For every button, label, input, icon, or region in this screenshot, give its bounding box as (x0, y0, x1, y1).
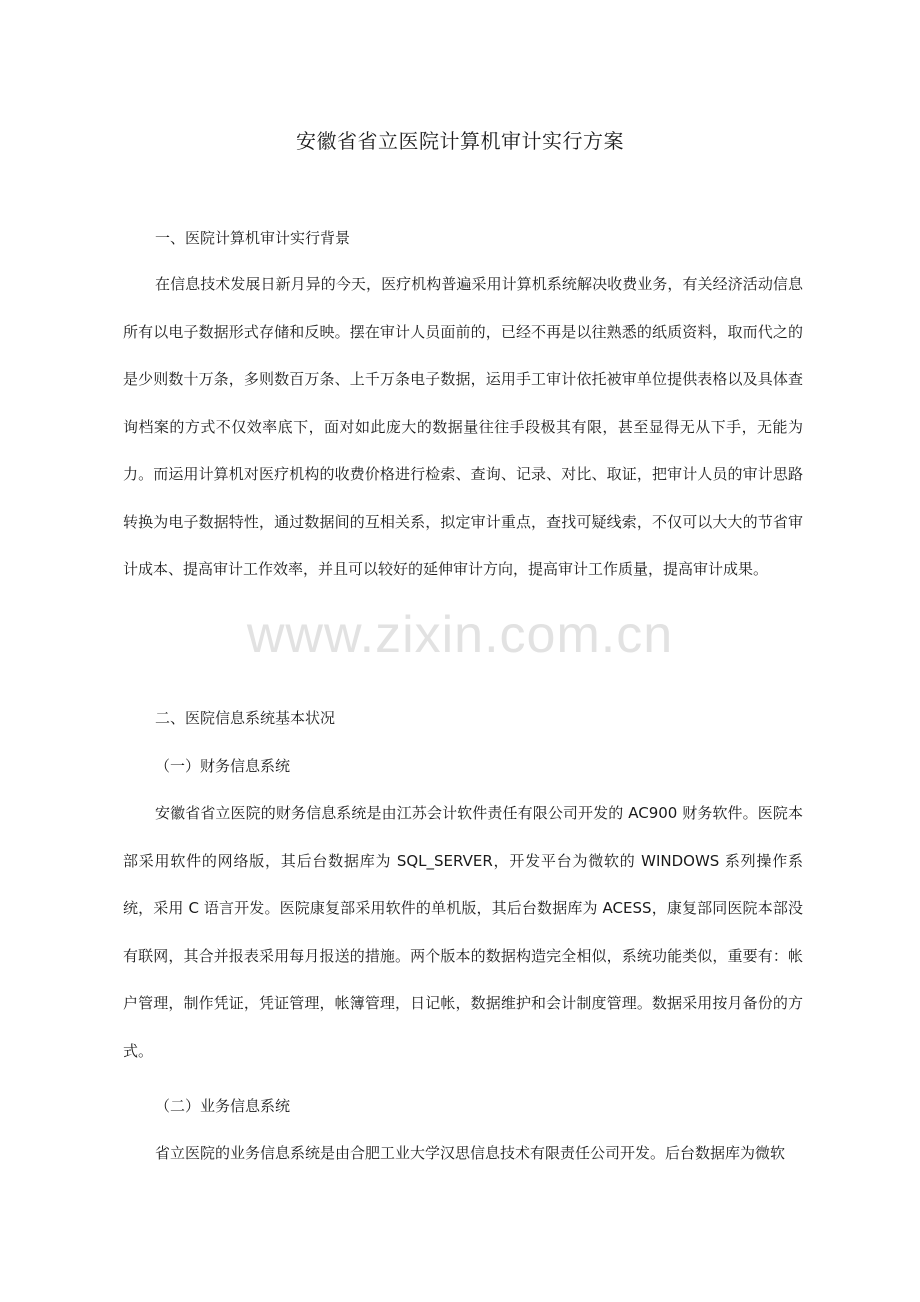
section-heading-hospital-info: 二、医院信息系统基本状况 (155, 709, 336, 727)
watermark-text: www.zixin.com.cn (246, 606, 674, 664)
paragraph-background: 在信息技术发展日新月异的今天，医疗机构普遍采用计算机系统解决收费业务，有关经济活动信息所有以电子数据形式存储和反映。摆在审计人员面前的，已经不再是以往熟悉的纸质资料，取而代之的是少则数十万条，多则数百万条、上千万条电子数据，运用手工审计依托被审单位提供表格以及具体查询档案的方式不仅效率底下，面对如此庞大的数据量往往手段极其有限，甚至显得无从下手，无能为力。而运用计算机对医疗机构的收费价格进行检索、查询、记录、对比、取证，把审计人员的审计思路转换为电子数据特性，通过数据间的互相关系，拟定审计重点，查找可疑线索，不仅可以大大的节省审计成本、提高审计工作效率，并且可以较好的延伸审计方向，提高审计工作质量，提高审计成果。 (123, 275, 803, 578)
paragraph-business-system: 省立医院的业务信息系统是由合肥工业大学汉思信息技术有限责任公司开发。后台数据库为微软 (155, 1144, 786, 1162)
subsection-heading-finance: （一）财务信息系统 (155, 757, 291, 775)
subsection-heading-business: （二）业务信息系统 (155, 1097, 291, 1115)
document-title: 安徽省省立医院计算机审计实行方案 (296, 129, 624, 153)
section-heading-background: 一、医院计算机审计实行背景 (155, 229, 351, 247)
paragraph-finance-system: 安徽省省立医院的财务信息系统是由江苏会计软件责任有限公司开发的 AC900 财务软件。医院本部采用软件的网络版，其后台数据库为 SQL_SERVER，开发平台为微软的 WINDOWS 系列操作系统，采用 C 语言开发。医院康复部采用软件的单机版，其后台数据库为 ACESS，康复部同医院本部没有联网，其合并报表采用每月报送的措施。两个版本的数据构造完全相似，系统功能类似，重要有：帐户管理，制作凭证，凭证管理，帐簿管理，日记帐，数据维护和会计制度管理。数据采用按月备份的方式。 (123, 804, 803, 1060)
